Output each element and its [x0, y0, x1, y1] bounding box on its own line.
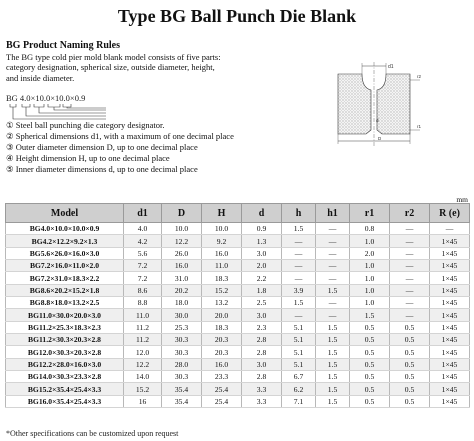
value-cell: 31.0 [162, 272, 202, 284]
value-cell: 25.4 [202, 395, 242, 407]
value-cell: 2.8 [242, 334, 282, 346]
value-cell: 8.6 [124, 284, 162, 296]
value-cell: 1.5 [316, 321, 350, 333]
value-cell: 0.5 [350, 358, 390, 370]
value-cell: 12.0 [124, 346, 162, 358]
value-cell: 16.0 [202, 358, 242, 370]
value-cell: 15.2 [202, 284, 242, 296]
value-cell: — [390, 235, 430, 247]
table-body [6, 223, 470, 408]
model-cell: BG11.2×25.3×18.3×2.3 [6, 321, 124, 333]
model-cell: BG12.0×30.3×20.3×2.8 [6, 346, 124, 358]
value-cell: 20.0 [202, 309, 242, 321]
footnote: *Other specifications can be customized upon request [6, 429, 179, 438]
value-cell: — [316, 235, 350, 247]
value-cell: 0.5 [390, 346, 430, 358]
table-row [6, 358, 470, 370]
die-blank-technical-drawing [318, 60, 430, 150]
value-cell: — [316, 223, 350, 235]
value-cell: 30.3 [162, 346, 202, 358]
value-cell: 1×45 [430, 371, 470, 383]
value-cell: 3.3 [242, 383, 282, 395]
naming-parts-list [6, 120, 236, 175]
value-cell: 1×45 [430, 247, 470, 259]
value-cell: 14.0 [124, 371, 162, 383]
value-cell: 2.3 [242, 321, 282, 333]
naming-rules-heading: BG Product Naming Rules [6, 40, 120, 51]
value-cell: 1×45 [430, 297, 470, 309]
value-cell: 7.2 [124, 260, 162, 272]
model-cell: BG7.2×16.0×11.0×2.0 [6, 260, 124, 272]
value-cell: 0.5 [350, 346, 390, 358]
value-cell: 1.5 [350, 309, 390, 321]
value-cell: 4.2 [124, 235, 162, 247]
value-cell: — [316, 272, 350, 284]
value-cell: 11.0 [202, 260, 242, 272]
value-cell: 1.3 [242, 235, 282, 247]
value-cell: 1×45 [430, 395, 470, 407]
naming-part-4: ④ Height dimension H, up to one decimal place [6, 152, 170, 163]
value-cell: 1.8 [242, 284, 282, 296]
model-cell: BG8.8×18.0×13.2×2.5 [6, 297, 124, 309]
value-cell: 28.0 [162, 358, 202, 370]
value-cell: — [390, 247, 430, 259]
value-cell: 0.5 [390, 383, 430, 395]
value-cell: — [316, 309, 350, 321]
value-cell: 1×45 [430, 334, 470, 346]
column-header: H [202, 204, 242, 223]
model-cell: BG5.6×26.0×16.0×3.0 [6, 247, 124, 259]
label-d1: d1 [388, 64, 394, 70]
value-cell: 2.2 [242, 272, 282, 284]
value-cell: 0.5 [390, 321, 430, 333]
table-row [6, 371, 470, 383]
example-model-code: BG 4.0×10.0×10.0×0.9 [6, 93, 86, 103]
value-cell: 1.5 [316, 395, 350, 407]
value-cell: 1×45 [430, 346, 470, 358]
table-row [6, 247, 470, 259]
value-cell: 1.5 [282, 297, 316, 309]
label-D: D [378, 136, 382, 141]
value-cell: 23.3 [202, 371, 242, 383]
model-cell: BG11.0×30.0×20.0×3.0 [6, 309, 124, 321]
model-cell: BG12.2×28.0×16.0×3.0 [6, 358, 124, 370]
column-header: h1 [316, 204, 350, 223]
table-row [6, 321, 470, 333]
value-cell: — [390, 223, 430, 235]
value-cell: 3.0 [242, 247, 282, 259]
value-cell: — [282, 247, 316, 259]
value-cell: 11.2 [124, 321, 162, 333]
value-cell: 1.5 [282, 223, 316, 235]
value-cell: 1×45 [430, 383, 470, 395]
value-cell: 2.0 [242, 260, 282, 272]
value-cell: 35.4 [162, 383, 202, 395]
value-cell: 3.0 [242, 309, 282, 321]
column-header: h [282, 204, 316, 223]
value-cell: 1.5 [316, 334, 350, 346]
table-header-row [6, 204, 470, 223]
column-header: D [162, 204, 202, 223]
value-cell: 30.3 [162, 371, 202, 383]
value-cell: 4.0 [124, 223, 162, 235]
page-title: Type BG Ball Punch Die Blank [117, 6, 357, 26]
value-cell: 20.3 [202, 334, 242, 346]
value-cell: 6.7 [282, 371, 316, 383]
value-cell: 2.8 [242, 346, 282, 358]
table-row [6, 383, 470, 395]
value-cell: 9.2 [202, 235, 242, 247]
value-cell: 18.3 [202, 321, 242, 333]
value-cell: 15.2 [124, 383, 162, 395]
value-cell: 25.3 [162, 321, 202, 333]
column-header: R (e) [430, 204, 470, 223]
naming-part-1: ① Steel ball punching die category designator. [6, 120, 165, 130]
value-cell: 1×45 [430, 309, 470, 321]
table-row [6, 395, 470, 407]
value-cell: 1.5 [316, 371, 350, 383]
value-cell: — [390, 272, 430, 284]
value-cell: 1.5 [316, 284, 350, 296]
value-cell: 0.5 [390, 358, 430, 370]
value-cell: 7.2 [124, 272, 162, 284]
value-cell: 0.5 [350, 395, 390, 407]
model-cell: BG16.0×35.4×25.4×3.3 [6, 395, 124, 407]
value-cell: 2.8 [242, 371, 282, 383]
naming-part-5: ⑤ Inner diameter dimensions d, up to one decimal place [6, 163, 198, 174]
value-cell: 12.2 [162, 235, 202, 247]
value-cell: 1.0 [350, 260, 390, 272]
value-cell: 6.2 [282, 383, 316, 395]
value-cell: 10.0 [162, 223, 202, 235]
value-cell: — [390, 297, 430, 309]
value-cell: 5.6 [124, 247, 162, 259]
model-cell: BG4.0×10.0×10.0×0.9 [6, 223, 124, 235]
label-r2: r2 [417, 74, 422, 79]
value-cell: 1×45 [430, 272, 470, 284]
value-cell: 20.2 [162, 284, 202, 296]
column-header: r1 [350, 204, 390, 223]
value-cell: — [316, 260, 350, 272]
value-cell: 0.8 [350, 223, 390, 235]
value-cell: 3.9 [282, 284, 316, 296]
column-header: r2 [390, 204, 430, 223]
table-row [6, 260, 470, 272]
label-d: d [376, 118, 379, 123]
naming-rules-description: The BG type cold pier mold blank model consists of five parts: category designation, spherical size, outside diameter, height, and inside diameter. [6, 52, 221, 83]
value-cell: 0.5 [390, 334, 430, 346]
table-row [6, 334, 470, 346]
value-cell: 0.9 [242, 223, 282, 235]
value-cell: 11.2 [124, 334, 162, 346]
table-row [6, 223, 470, 235]
value-cell: 12.2 [124, 358, 162, 370]
value-cell: 2.5 [242, 297, 282, 309]
cross-section-diagram [318, 60, 430, 150]
code-part-bracket-lines [6, 103, 116, 121]
value-cell: 16 [124, 395, 162, 407]
table-row [6, 284, 470, 296]
value-cell: 3.3 [242, 395, 282, 407]
value-cell: 26.0 [162, 247, 202, 259]
value-cell: — [282, 260, 316, 272]
model-cell: BG15.2×35.4×25.4×3.3 [6, 383, 124, 395]
column-header: Model [6, 204, 124, 223]
model-cell: BG14.0×30.3×23.3×2.8 [6, 371, 124, 383]
value-cell: — [282, 235, 316, 247]
value-cell: 0.5 [390, 371, 430, 383]
value-cell: 5.1 [282, 334, 316, 346]
value-cell: 18.3 [202, 272, 242, 284]
column-header: d1 [124, 204, 162, 223]
label-r1: r1 [417, 124, 422, 129]
value-cell: 35.4 [162, 395, 202, 407]
model-cell: BG4.2×12.2×9.2×1.3 [6, 235, 124, 247]
table-row [6, 272, 470, 284]
value-cell: — [390, 284, 430, 296]
value-cell: 1×45 [430, 235, 470, 247]
value-cell: 1.0 [350, 272, 390, 284]
value-cell: 11.0 [124, 309, 162, 321]
column-header: d [242, 204, 282, 223]
value-cell: 3.0 [242, 358, 282, 370]
model-cell: BG8.6×20.2×15.2×1.8 [6, 284, 124, 296]
value-cell: 1.5 [316, 383, 350, 395]
value-cell: 30.3 [162, 334, 202, 346]
value-cell: 0.5 [350, 383, 390, 395]
value-cell: 1×45 [430, 260, 470, 272]
table-row [6, 297, 470, 309]
value-cell: 0.5 [350, 371, 390, 383]
value-cell: 8.8 [124, 297, 162, 309]
value-cell: 5.1 [282, 358, 316, 370]
value-cell: 10.0 [202, 223, 242, 235]
specification-table [5, 203, 470, 408]
value-cell: — [430, 223, 470, 235]
value-cell: 16.0 [202, 247, 242, 259]
code-part-brackets [6, 103, 116, 121]
value-cell: 1×45 [430, 284, 470, 296]
value-cell: — [282, 309, 316, 321]
value-cell: 1.0 [350, 235, 390, 247]
value-cell: — [282, 272, 316, 284]
value-cell: 2.0 [350, 247, 390, 259]
model-cell: BG7.2×31.0×18.3×2.2 [6, 272, 124, 284]
value-cell: 5.1 [282, 346, 316, 358]
value-cell: 18.0 [162, 297, 202, 309]
value-cell: 1.5 [316, 358, 350, 370]
value-cell: — [390, 260, 430, 272]
table-row [6, 309, 470, 321]
value-cell: 0.5 [350, 321, 390, 333]
value-cell: 30.0 [162, 309, 202, 321]
unit-label: mm [456, 195, 468, 204]
model-cell: BG11.2×30.3×20.3×2.8 [6, 334, 124, 346]
value-cell: 1.5 [316, 346, 350, 358]
value-cell: — [390, 309, 430, 321]
value-cell: — [316, 247, 350, 259]
value-cell: 0.5 [350, 334, 390, 346]
value-cell: 20.3 [202, 346, 242, 358]
value-cell: 7.1 [282, 395, 316, 407]
value-cell: 16.0 [162, 260, 202, 272]
value-cell: 1.0 [350, 284, 390, 296]
value-cell: 1×45 [430, 321, 470, 333]
naming-part-2: ② Spherical dimensions d1, with a maximum of one decimal place [6, 130, 234, 141]
value-cell: — [316, 297, 350, 309]
value-cell: 1.0 [350, 297, 390, 309]
table-row [6, 346, 470, 358]
value-cell: 1×45 [430, 358, 470, 370]
value-cell: 13.2 [202, 297, 242, 309]
value-cell: 5.1 [282, 321, 316, 333]
value-cell: 0.5 [390, 395, 430, 407]
value-cell: 25.4 [202, 383, 242, 395]
table-row [6, 235, 470, 247]
naming-part-3: ③ Outer diameter dimension D, up to one decimal place [6, 141, 198, 152]
